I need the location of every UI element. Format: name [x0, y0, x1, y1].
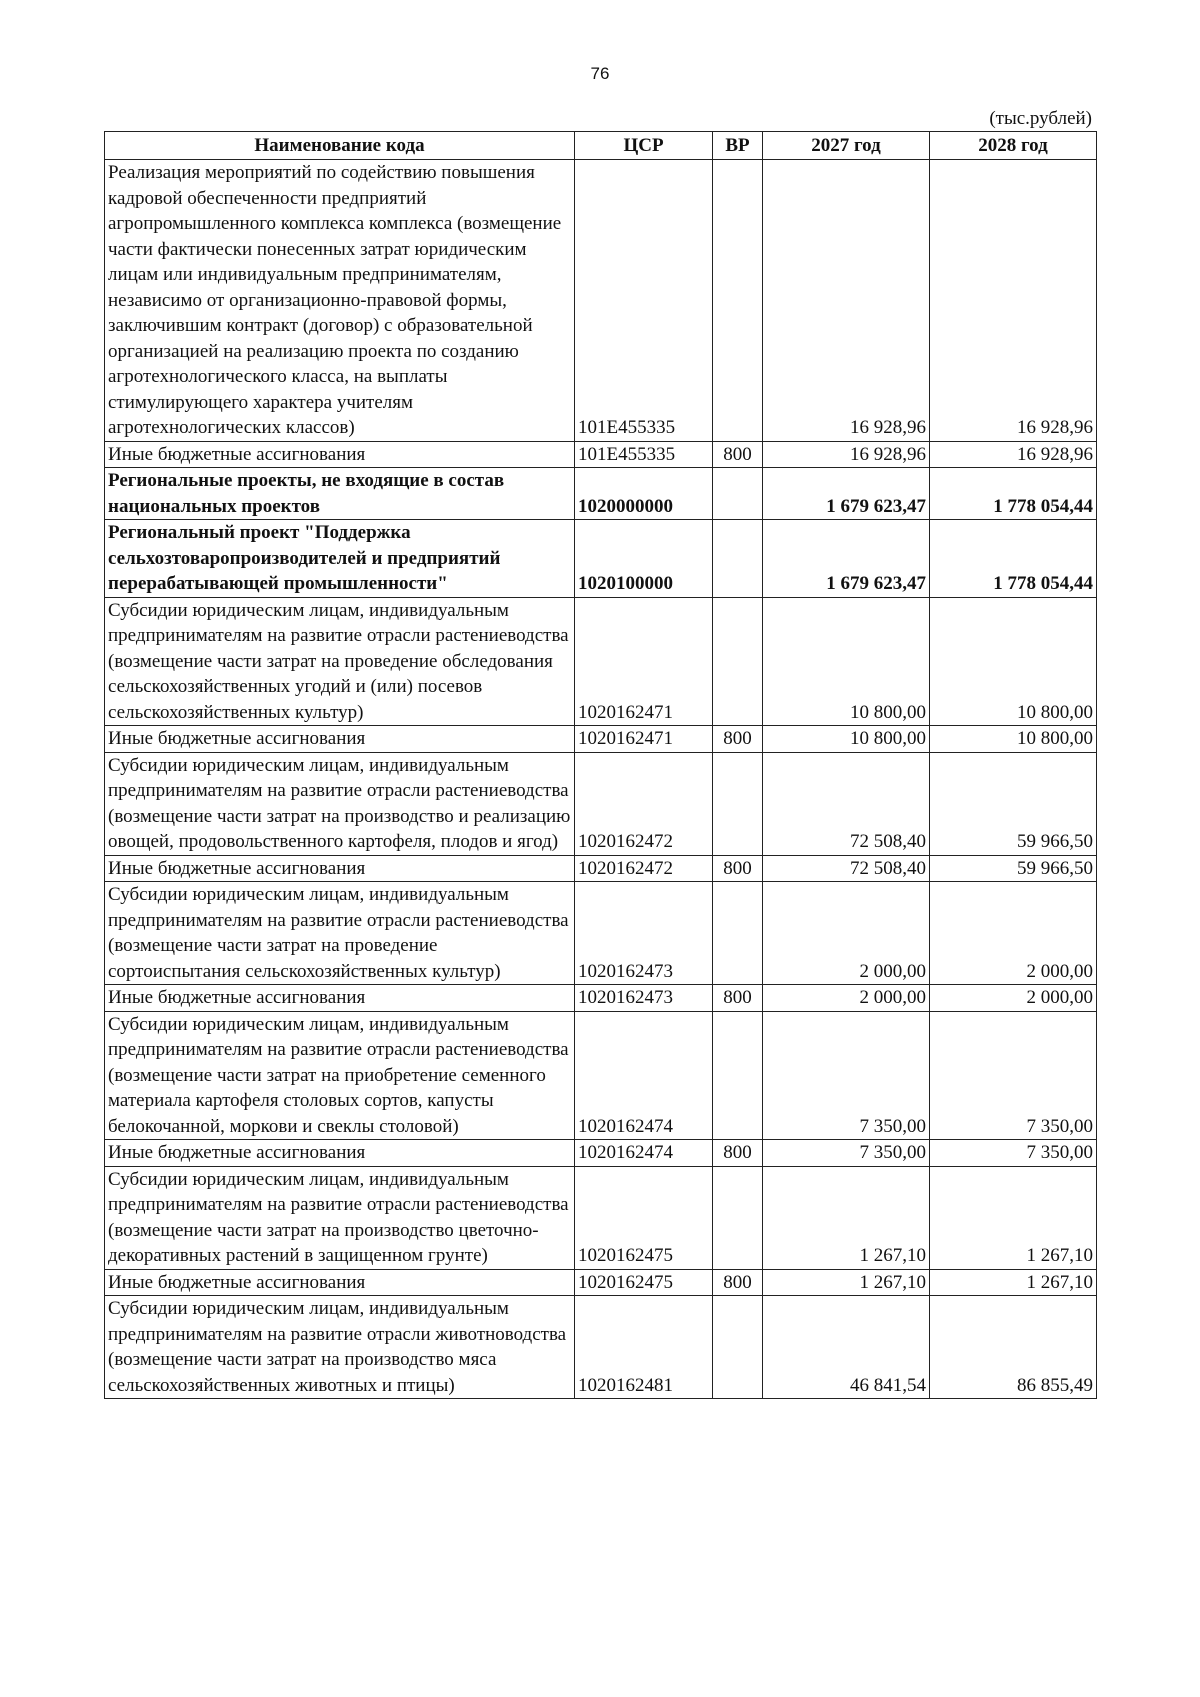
- cell-vr: [713, 520, 763, 598]
- cell-name: Субсидии юридическим лицам, индивидуальным предпринимателям на развитие отрасли растениеводства (возмещение части затрат на приобретение семенного материала картофеля столовых сортов, капусты белокочанной, моркови и свеклы столовой): [105, 1011, 575, 1140]
- header-2028: 2028 год: [930, 132, 1097, 160]
- cell-name: Субсидии юридическим лицам, индивидуальным предпринимателям на развитие отрасли растениеводства (возмещение части затрат на проведение сортоиспытания сельскохозяйственных культур): [105, 882, 575, 985]
- cell-csr: 1020162472: [575, 855, 713, 882]
- units-label: (тыс.рублей): [989, 108, 1092, 129]
- cell-csr: 1020162473: [575, 882, 713, 985]
- table-row: [105, 1166, 1097, 1269]
- cell-vr: [713, 1011, 763, 1140]
- table-row: [105, 882, 1097, 985]
- header-csr: ЦСР: [575, 132, 713, 160]
- table-row: [105, 441, 1097, 468]
- cell-csr: 1020162471: [575, 597, 713, 726]
- cell-vr: [713, 882, 763, 985]
- table-row: [105, 468, 1097, 520]
- cell-name: Субсидии юридическим лицам, индивидуальным предпринимателям на развитие отрасли животноводства (возмещение части затрат на производство мяса сельскохозяйственных животных и птицы): [105, 1296, 575, 1399]
- cell-2027: 7 350,00: [763, 1011, 930, 1140]
- header-2027: 2027 год: [763, 132, 930, 160]
- cell-vr: 800: [713, 1140, 763, 1167]
- cell-vr: [713, 597, 763, 726]
- cell-name: Региональный проект "Поддержка сельхозтоваропроизводителей и предприятий перерабатывающей промышленности": [105, 520, 575, 598]
- cell-2027: 72 508,40: [763, 752, 930, 855]
- table-row: [105, 1140, 1097, 1167]
- cell-2028: 86 855,49: [930, 1296, 1097, 1399]
- cell-name: Реализация мероприятий по содействию повышения кадровой обеспеченности предприятий агропромышленного комплекса комплекса (возмещение части фактически понесенных затрат юридическим лицам или индивидуальным предпринимателям, независимо от организационно-правовой формы, заключившим контракт (договор) с образовательной организацией на реализацию проекта по созданию агротехнологического класса, на выплаты стимулирующего характера учителям агротехнологических классов): [105, 160, 575, 442]
- cell-name: Иные бюджетные ассигнования: [105, 985, 575, 1012]
- cell-csr: 1020162475: [575, 1269, 713, 1296]
- cell-vr: 800: [713, 726, 763, 753]
- table-header-row: [105, 132, 1097, 160]
- cell-2028: 59 966,50: [930, 855, 1097, 882]
- cell-vr: [713, 1166, 763, 1269]
- cell-2028: 59 966,50: [930, 752, 1097, 855]
- cell-csr: 1020000000: [575, 468, 713, 520]
- cell-2028: 2 000,00: [930, 985, 1097, 1012]
- cell-csr: 1020162475: [575, 1166, 713, 1269]
- table-row: [105, 1296, 1097, 1399]
- cell-2027: 1 267,10: [763, 1269, 930, 1296]
- cell-vr: [713, 752, 763, 855]
- cell-name: Иные бюджетные ассигнования: [105, 441, 575, 468]
- cell-2027: 72 508,40: [763, 855, 930, 882]
- cell-name: Региональные проекты, не входящие в состав национальных проектов: [105, 468, 575, 520]
- cell-2027: 16 928,96: [763, 441, 930, 468]
- cell-vr: 800: [713, 855, 763, 882]
- cell-csr: 1020162471: [575, 726, 713, 753]
- cell-2028: 1 267,10: [930, 1166, 1097, 1269]
- cell-csr: 101E455335: [575, 160, 713, 442]
- table-row: [105, 752, 1097, 855]
- cell-csr: 1020162472: [575, 752, 713, 855]
- table-row: [105, 160, 1097, 442]
- cell-name: Иные бюджетные ассигнования: [105, 855, 575, 882]
- header-vr: ВР: [713, 132, 763, 160]
- table-row: [105, 855, 1097, 882]
- cell-vr: [713, 1296, 763, 1399]
- table-row: [105, 1011, 1097, 1140]
- table-row: [105, 520, 1097, 598]
- page-number: 76: [590, 64, 610, 83]
- cell-2027: 10 800,00: [763, 726, 930, 753]
- cell-2028: 16 928,96: [930, 160, 1097, 442]
- cell-2027: 7 350,00: [763, 1140, 930, 1167]
- cell-vr: [713, 160, 763, 442]
- cell-2028: 10 800,00: [930, 726, 1097, 753]
- cell-name: Иные бюджетные ассигнования: [105, 1140, 575, 1167]
- table-row: [105, 1269, 1097, 1296]
- cell-name: Субсидии юридическим лицам, индивидуальным предпринимателям на развитие отрасли растениеводства (возмещение части затрат на проведение обследования сельскохозяйственных угодий и (или) посевов сельскохозяйственных культур): [105, 597, 575, 726]
- cell-2027: 1 679 623,47: [763, 468, 930, 520]
- cell-2028: 7 350,00: [930, 1011, 1097, 1140]
- table-row: [105, 985, 1097, 1012]
- cell-csr: 1020162474: [575, 1140, 713, 1167]
- cell-2028: 7 350,00: [930, 1140, 1097, 1167]
- cell-name: Иные бюджетные ассигнования: [105, 726, 575, 753]
- cell-2027: 1 679 623,47: [763, 520, 930, 598]
- cell-vr: 800: [713, 985, 763, 1012]
- cell-csr: 1020162481: [575, 1296, 713, 1399]
- cell-2027: 2 000,00: [763, 985, 930, 1012]
- cell-2027: 1 267,10: [763, 1166, 930, 1269]
- cell-2027: 10 800,00: [763, 597, 930, 726]
- cell-2027: 46 841,54: [763, 1296, 930, 1399]
- cell-name: Субсидии юридическим лицам, индивидуальным предпринимателям на развитие отрасли растениеводства (возмещение части затрат на производство цветочно-декоративных растений в защищенном грунте): [105, 1166, 575, 1269]
- cell-vr: [713, 468, 763, 520]
- table-row: [105, 726, 1097, 753]
- cell-csr: 101E455335: [575, 441, 713, 468]
- table-body: [105, 160, 1097, 1399]
- cell-csr: 1020100000: [575, 520, 713, 598]
- cell-vr: 800: [713, 441, 763, 468]
- cell-2028: 1 267,10: [930, 1269, 1097, 1296]
- cell-2028: 2 000,00: [930, 882, 1097, 985]
- cell-2028: 16 928,96: [930, 441, 1097, 468]
- table-row: [105, 597, 1097, 726]
- header-name: Наименование кода: [105, 132, 575, 160]
- cell-2027: 2 000,00: [763, 882, 930, 985]
- cell-name: Иные бюджетные ассигнования: [105, 1269, 575, 1296]
- cell-2027: 16 928,96: [763, 160, 930, 442]
- budget-table: [104, 131, 1097, 1399]
- cell-2028: 10 800,00: [930, 597, 1097, 726]
- cell-vr: 800: [713, 1269, 763, 1296]
- cell-csr: 1020162473: [575, 985, 713, 1012]
- cell-csr: 1020162474: [575, 1011, 713, 1140]
- cell-2028: 1 778 054,44: [930, 468, 1097, 520]
- cell-name: Субсидии юридическим лицам, индивидуальным предпринимателям на развитие отрасли растениеводства (возмещение части затрат на производство и реализацию овощей, продовольственного картофеля, плодов и ягод): [105, 752, 575, 855]
- cell-2028: 1 778 054,44: [930, 520, 1097, 598]
